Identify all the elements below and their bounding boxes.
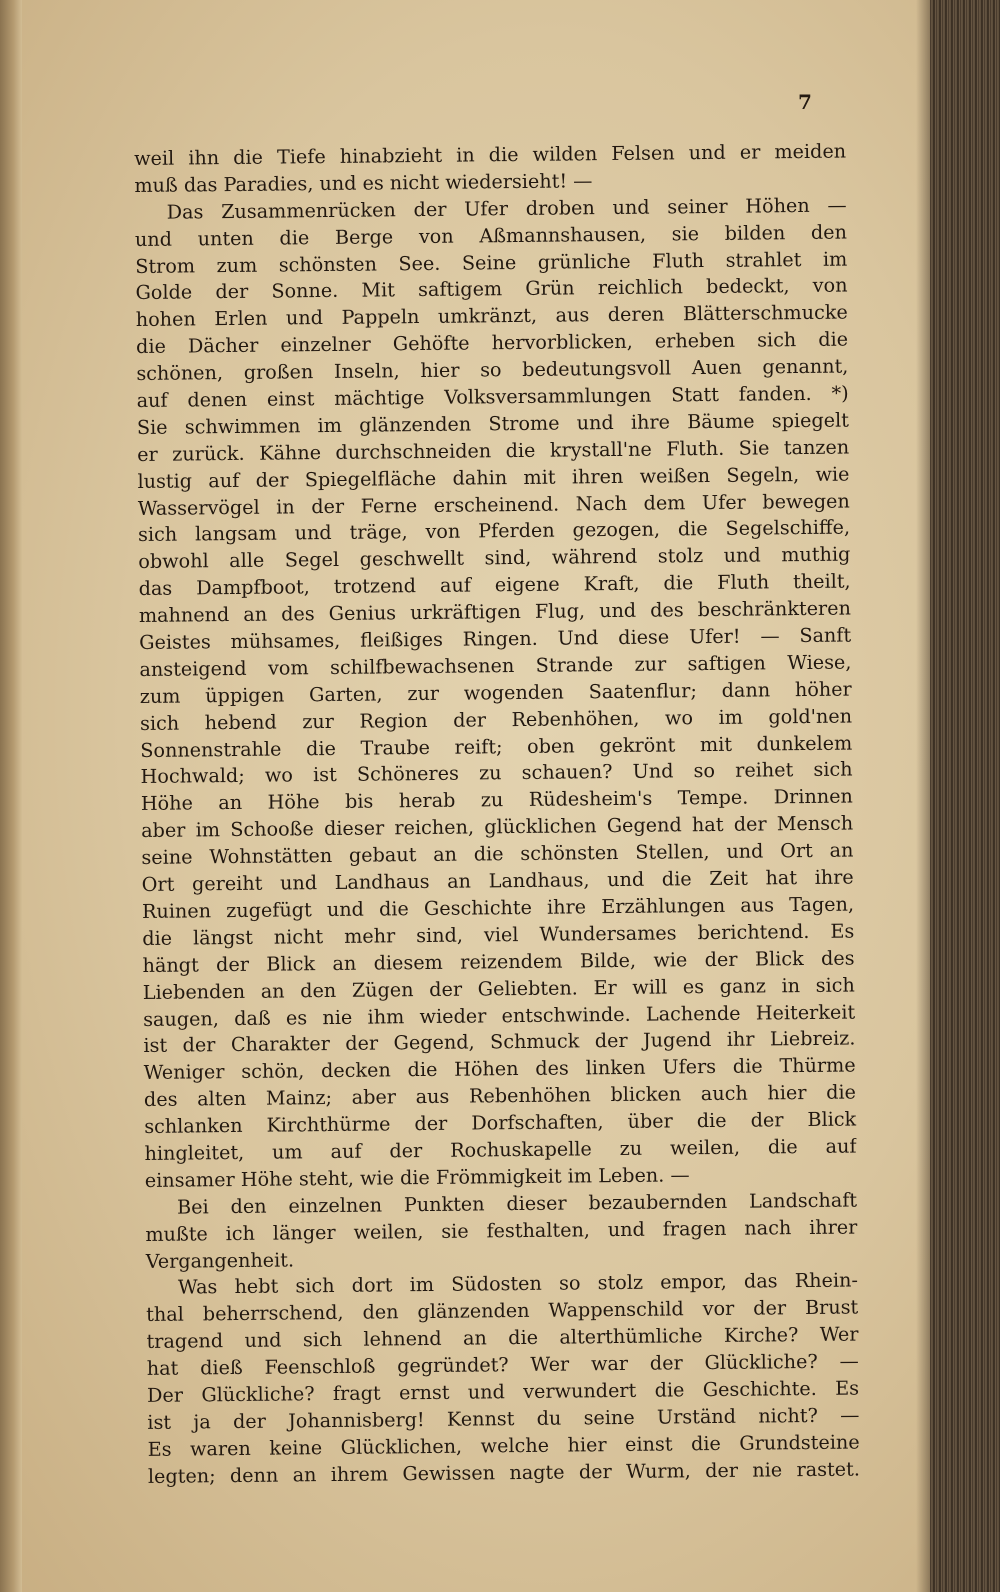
text-line: legten; denn an ihrem Gewissen nagte der Wurm, der nie rastet.: [147, 1457, 861, 1488]
page-fore-edge: [930, 0, 1000, 1592]
text-line: weil ihn die Tiefe hinabzieht in die wilden Felsen und er meiden: [134, 139, 847, 170]
text-line: aber im Schooße dieser reichen, glücklichen Gegend hat der Mensch: [141, 811, 854, 843]
text-line: obwohl alle Segel geschwellt sind, während stolz und muthig: [138, 542, 851, 574]
text-line: Weniger schön, decken die Höhen des linken Ufers die Thürme: [143, 1053, 856, 1085]
text-line: einsamer Höhe steht, wie die Frömmigkeit im Leben. —: [144, 1163, 690, 1192]
text-line: Geistes mühsames, fleißiges Ringen. Und diese Ufer! — Sanft: [139, 623, 852, 655]
text-line: sich hebend zur Region der Rebenhöhen, wo im gold'nen: [139, 704, 853, 735]
text-line: das Dampfboot, trotzend auf eigene Kraft, die Fluth theilt,: [138, 569, 851, 601]
text-line: Sonnenstrahle die Traube reift; oben gekrönt mit dunkelem: [140, 731, 853, 762]
text-line: Es waren keine Glücklichen, welche hier einst die Grundsteine: [147, 1430, 860, 1461]
text-line: hat dieß Feenschloß gegründet? Wer war der Glückliche? —: [146, 1349, 859, 1381]
text-line: Wasservögel in der Ferne erscheinend. Nach dem Ufer bewegen: [137, 489, 850, 520]
text-line: Liebenden an den Zügen der Geliebten. Er will es ganz in sich: [142, 973, 855, 1004]
text-line: mahnend an des Genius urkräftigen Flug, und des beschränkteren: [138, 596, 851, 628]
text-line: Ruinen zugefügt und die Geschichte ihre Erzählungen aus Tagen,: [141, 892, 855, 923]
text-line: lustig auf der Spiegelfläche dahin mit ihren weißen Segeln, wie: [137, 462, 850, 493]
text-line: die längst nicht mehr sind, viel Wundersames berichtend. Es: [142, 919, 855, 950]
text-line: saugen, daß es nie ihm wieder entschwinde. Lachende Heiterkeit: [143, 999, 856, 1031]
text-line: Der Glückliche? fragt ernst und verwundert die Geschichte. Es: [146, 1376, 860, 1407]
text-line: schönen, großen Inseln, hier so bedeutungsvoll Auen genannt,: [136, 354, 849, 386]
text-line: Sie schwimmen im glänzenden Strome und ihre Bäume spiegelt: [136, 408, 850, 439]
text-line: ansteigend vom schilfbewachsenen Strande zur saftigen Wiese,: [139, 650, 852, 681]
text-line: Ort gereiht und Landhaus an Landhaus, und die Zeit hat ihre: [141, 865, 854, 897]
text-line: Hochwald; wo ist Schöneres zu schauen? Und so reihet sich: [140, 757, 853, 789]
text-line: hohen Erlen und Pappeln umkränzt, aus deren Blätterschmucke: [135, 300, 848, 332]
body-text: [134, 139, 860, 1491]
book-gutter: [0, 0, 22, 1592]
text-line: Das Zusammenrücken der Ufer droben und seiner Höhen —: [166, 193, 847, 224]
text-line: hängt der Blick an diesem reizendem Bilde, wie der Blick des: [142, 946, 855, 977]
text-line: die Dächer einzelner Gehöfte hervorblicken, erheben sich die: [135, 327, 849, 359]
text-line: Vergangenheit.: [145, 1247, 295, 1273]
text-line: schlanken Kirchthürme der Dorfschaften, über die der Blick: [144, 1107, 857, 1139]
text-line: sich langsam und träge, von Pferden gezogen, die Segelschiffe,: [137, 515, 851, 547]
text-line: Strom zum schönsten See. Seine grünliche Fluth strahlet im: [135, 247, 848, 278]
text-line: des alten Mainz; aber aus Rebenhöhen blicken auch hier die: [143, 1080, 857, 1112]
text-line: Höhe an Höhe bis herab zu Rüdesheim's Tempe. Drinnen: [140, 784, 853, 816]
text-line: muß das Paradies, und es nicht wiedersieht! —: [134, 169, 593, 197]
text-line: auf denen einst mächtige Volksversammlungen Statt fanden. *): [136, 381, 849, 413]
page-number: 7: [798, 90, 812, 114]
text-line: Bei den einzelnen Punkten dieser bezaubernden Landschaft: [176, 1188, 858, 1219]
text-line: Golde der Sonne. Mit saftigem Grün reichlich bedeckt, von: [135, 273, 848, 305]
text-line: seine Wohnstätten gebaut an die schönsten Stellen, und Ort an: [141, 838, 854, 870]
text-line: Was hebt sich dort im Südosten so stolz empor, das Rhein-: [177, 1268, 859, 1300]
text-line: und unten die Berge von Aßmannshausen, sie bilden den: [134, 220, 848, 251]
text-line: er zurück. Kähne durchschneiden die krystall'ne Fluth. Sie tanzen: [137, 435, 850, 466]
text-line: zum üppigen Garten, zur wogenden Saatenflur; dann höher: [139, 677, 852, 708]
text-line: thal beherrschend, den glänzenden Wappenschild vor der Brust: [146, 1295, 859, 1327]
text-line: ist der Charakter der Gegend, Schmuck der Jugend ihr Liebreiz.: [143, 1026, 856, 1058]
text-line: hingleitet, um auf der Rochuskapelle zu weilen, die auf: [144, 1134, 857, 1165]
text-line: tragend und sich lehnend an die alterthümliche Kirche? Wer: [146, 1322, 859, 1354]
text-line: ist ja der Johannisberg! Kennst du seine Urständ nicht? —: [147, 1403, 860, 1434]
text-line: mußte ich länger weilen, sie festhalten, und fragen nach ihrer: [145, 1215, 858, 1246]
